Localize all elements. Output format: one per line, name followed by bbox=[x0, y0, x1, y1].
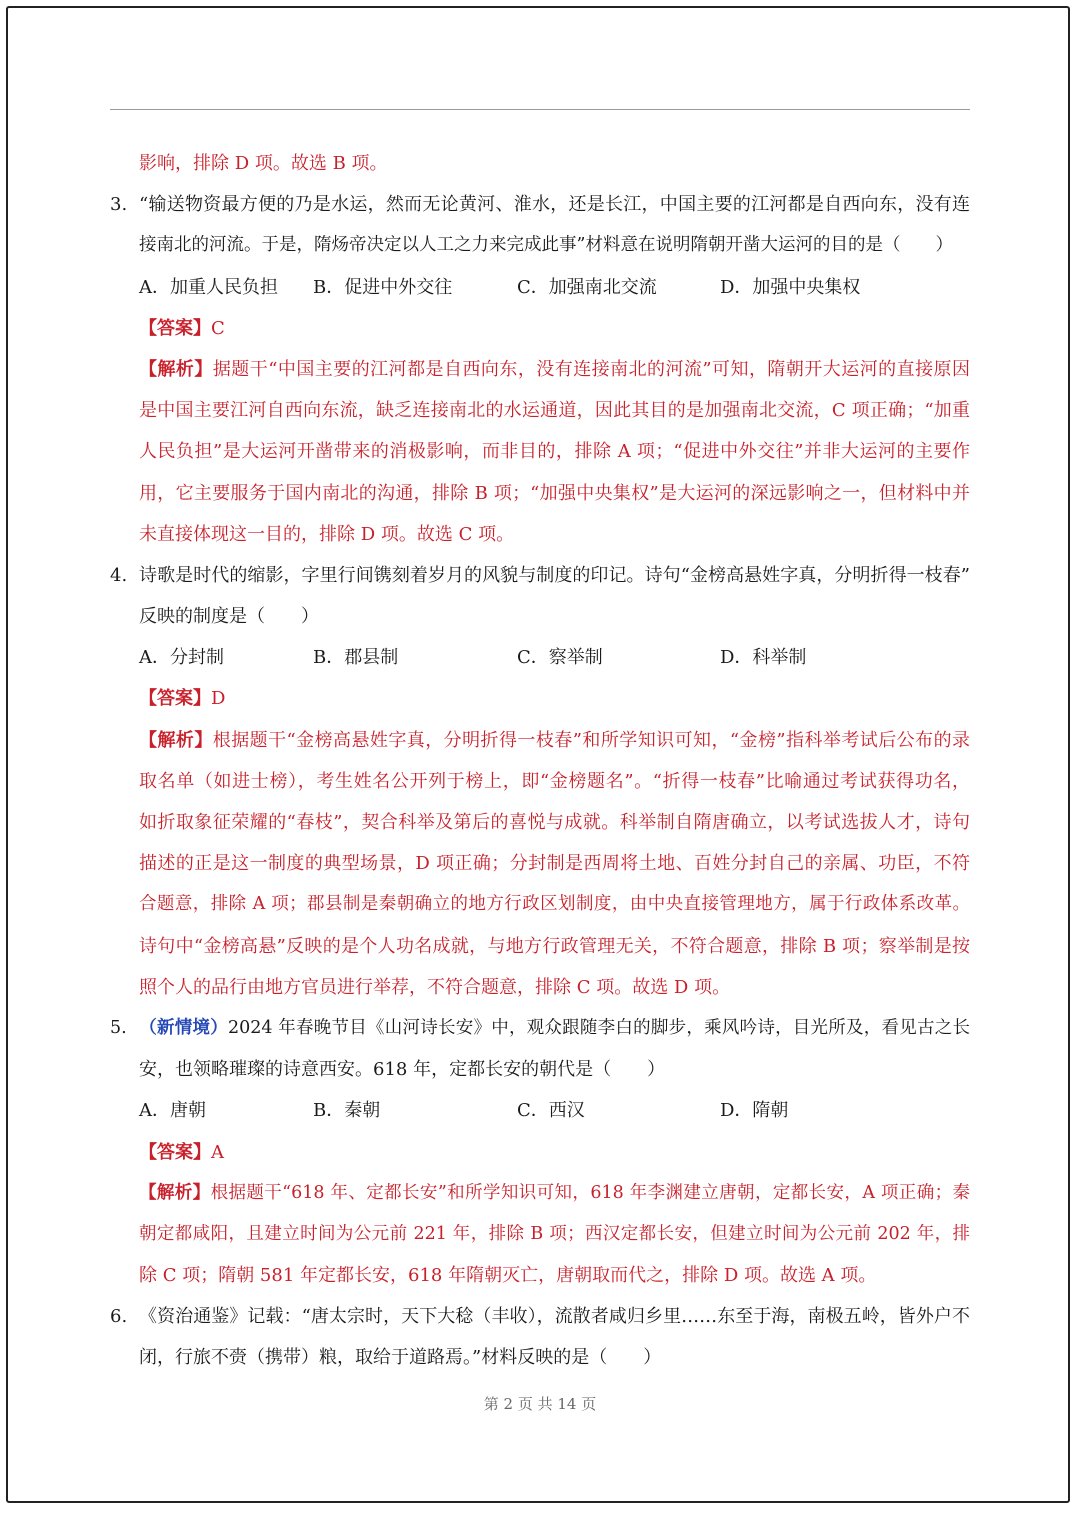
q4-option-d[interactable]: D．科举制 bbox=[720, 647, 807, 669]
q3-option-b[interactable]: B．促进中外交往 bbox=[313, 276, 453, 298]
q4-answer-label: 【答案】 bbox=[139, 688, 211, 710]
q3-analysis-line3: 人民负担”是大运河开凿带来的消极影响，而非目的，排除 A 项；“促进中外交往”并非大运河的主要作 bbox=[139, 441, 970, 463]
q4-analysis-label: 【解析】 bbox=[139, 729, 213, 751]
q4-options bbox=[110, 637, 970, 678]
q5-analysis-label: 【解析】 bbox=[139, 1182, 211, 1203]
q4-option-b[interactable]: B．郡县制 bbox=[313, 647, 399, 669]
page-content bbox=[110, 143, 970, 1379]
q6-stem-line2: 闭，行旅不赍（携带）粮，取给于道路焉。”材料反映的是（ ） bbox=[139, 1347, 662, 1369]
q4-analysis-line1 bbox=[110, 720, 970, 761]
q5-number: 5. bbox=[110, 1017, 127, 1038]
q4-answer bbox=[110, 678, 970, 719]
q4-analysis-line3: 如折取象征荣耀的“春枝”，契合科举及第后的喜悦与成就。科举制自隋唐确立，以考试选拔人才，诗句 bbox=[139, 812, 970, 833]
q4-number: 4. bbox=[110, 564, 128, 586]
q5-answer-value: A bbox=[211, 1141, 224, 1163]
q3-answer-label: 【答案】 bbox=[139, 317, 211, 339]
q4-stem-text1: 诗歌是时代的缩影，字里行间镌刻着岁月的风貌与制度的印记。诗句“金榜高悬姓字真，分明折得一枝春” bbox=[139, 564, 970, 586]
q4-stem-line1 bbox=[110, 555, 970, 596]
q3-analysis-text1: 据题干“中国主要的江河都是自西向东，没有连接南北的河流”可知，隋朝开大运河的直接原因 bbox=[212, 358, 971, 380]
q4-analysis-line5: 合题意，排除 A 项；郡县制是秦朝确立的地方行政区划制度，由中央直接管理地方，属于行政体系改革。 bbox=[139, 894, 970, 915]
q4-stem-line2: 反映的制度是（ ） bbox=[139, 606, 319, 628]
q3-answer bbox=[110, 308, 970, 349]
q5-options bbox=[110, 1090, 970, 1131]
q4-option-a[interactable]: A．分封制 bbox=[139, 647, 224, 669]
q5-stem-text1: 2024 年春晚节目《山河诗长安》中，观众跟随李白的脚步，乘风吟诗，目光所及，看见古之长 bbox=[227, 1017, 970, 1038]
q4-analysis-text1: 根据题干“金榜高悬姓字真，分明折得一枝春”和所学知识可知，“金榜”指科举考试后公布的录 bbox=[212, 729, 971, 751]
q5-analysis-text1: 根据题干“618 年、定都长安”和所学知识可知，618 年李渊建立唐朝，定都长安，A 项正确；秦 bbox=[210, 1182, 970, 1203]
q4-option-c[interactable]: C．察举制 bbox=[517, 647, 603, 669]
q3-analysis-line4: 用，它主要服务于国内南北的沟通，排除 B 项；“加强中央集权”是大运河的深远影响之一，但材料中并 bbox=[139, 482, 970, 504]
q4-analysis-line6: 诗句中“金榜高悬”反映的是个人功名成就，与地方行政管理无关，不符合题意，排除 B 项；察举制是按 bbox=[139, 935, 970, 957]
q5-answer bbox=[110, 1132, 970, 1173]
q3-number: 3. bbox=[110, 194, 128, 216]
q3-answer-value: C bbox=[211, 317, 225, 339]
q3-option-c[interactable]: C．加强南北交流 bbox=[517, 276, 657, 298]
q3-option-a[interactable]: A．加重人民负担 bbox=[139, 276, 278, 298]
q5-answer-label: 【答案】 bbox=[139, 1141, 211, 1163]
header-rule bbox=[110, 109, 970, 110]
q3-stem-line1 bbox=[110, 184, 970, 225]
q3-stem-text1: “输送物资最方便的乃是水运，然而无论黄河、淮水，还是长江，中国主要的江河都是自西向东，没有连 bbox=[139, 194, 970, 216]
q5-option-c[interactable]: C．西汉 bbox=[517, 1100, 585, 1122]
page-number-footer: 第 2 页 共 14 页 bbox=[483, 1395, 597, 1413]
prev-analysis-tail: 影响，排除 D 项。故选 B 项。 bbox=[139, 153, 388, 174]
q5-new-context-tag: （新情境） bbox=[139, 1017, 228, 1038]
q5-option-a[interactable]: A．唐朝 bbox=[139, 1100, 206, 1122]
q3-option-d[interactable]: D．加强中央集权 bbox=[720, 276, 861, 298]
q3-stem-line2: 接南北的河流。于是，隋炀帝决定以人工之力来完成此事”材料意在说明隋朝开凿大运河的目的是（ ） bbox=[139, 235, 953, 256]
q3-analysis-line2: 是中国主要江河自西向东流，缺乏连接南北的水运通道，因此其目的是加强南北交流，C 项正确；“加重 bbox=[139, 400, 970, 422]
q5-analysis-line2: 朝定都咸阳，且建立时间为公元前 221 年，排除 B 项；西汉定都长安，但建立时间为公元前 202 年，排 bbox=[139, 1223, 970, 1244]
q5-stem-line2: 安，也领略璀璨的诗意西安。618 年，定都长安的朝代是（ ） bbox=[139, 1059, 666, 1081]
q4-answer-value: D bbox=[211, 688, 226, 710]
q4-analysis-line4: 描述的正是这一制度的典型场景，D 项正确；分封制是西周将土地、百姓分封自己的亲属、功臣，不符 bbox=[139, 853, 970, 875]
q4-analysis-line7: 照个人的品行由地方官员进行举荐，不符合题意，排除 C 项。故选 D 项。 bbox=[139, 976, 731, 998]
q5-stem-line1 bbox=[110, 1008, 970, 1049]
q3-analysis-line1 bbox=[110, 349, 970, 390]
q6-stem-line1 bbox=[110, 1296, 970, 1337]
q3-options bbox=[110, 267, 970, 308]
q5-analysis-line3: 除 C 项；隋朝 581 年定都长安，618 年隋朝灭亡，唐朝取而代之，排除 D 项。故选 A 项。 bbox=[139, 1265, 877, 1287]
q3-analysis-line5: 未直接体现这一目的，排除 D 项。故选 C 项。 bbox=[139, 523, 515, 545]
q6-number: 6. bbox=[110, 1306, 128, 1328]
q4-analysis-line2: 取名单（如进士榜），考生姓名公开列于榜上，即“金榜题名”。“折得一枝春”比喻通过考试获得功名， bbox=[139, 770, 970, 792]
q3-analysis-label: 【解析】 bbox=[139, 358, 213, 380]
q5-option-b[interactable]: B．秦朝 bbox=[313, 1100, 381, 1122]
q5-option-d[interactable]: D．隋朝 bbox=[720, 1100, 789, 1122]
q5-analysis-line1 bbox=[110, 1173, 970, 1214]
q6-stem-text1: 《资治通鉴》记载：“唐太宗时，天下大稔（丰收），流散者咸归乡里……东至于海，南极五岭，皆外户不 bbox=[139, 1306, 970, 1328]
